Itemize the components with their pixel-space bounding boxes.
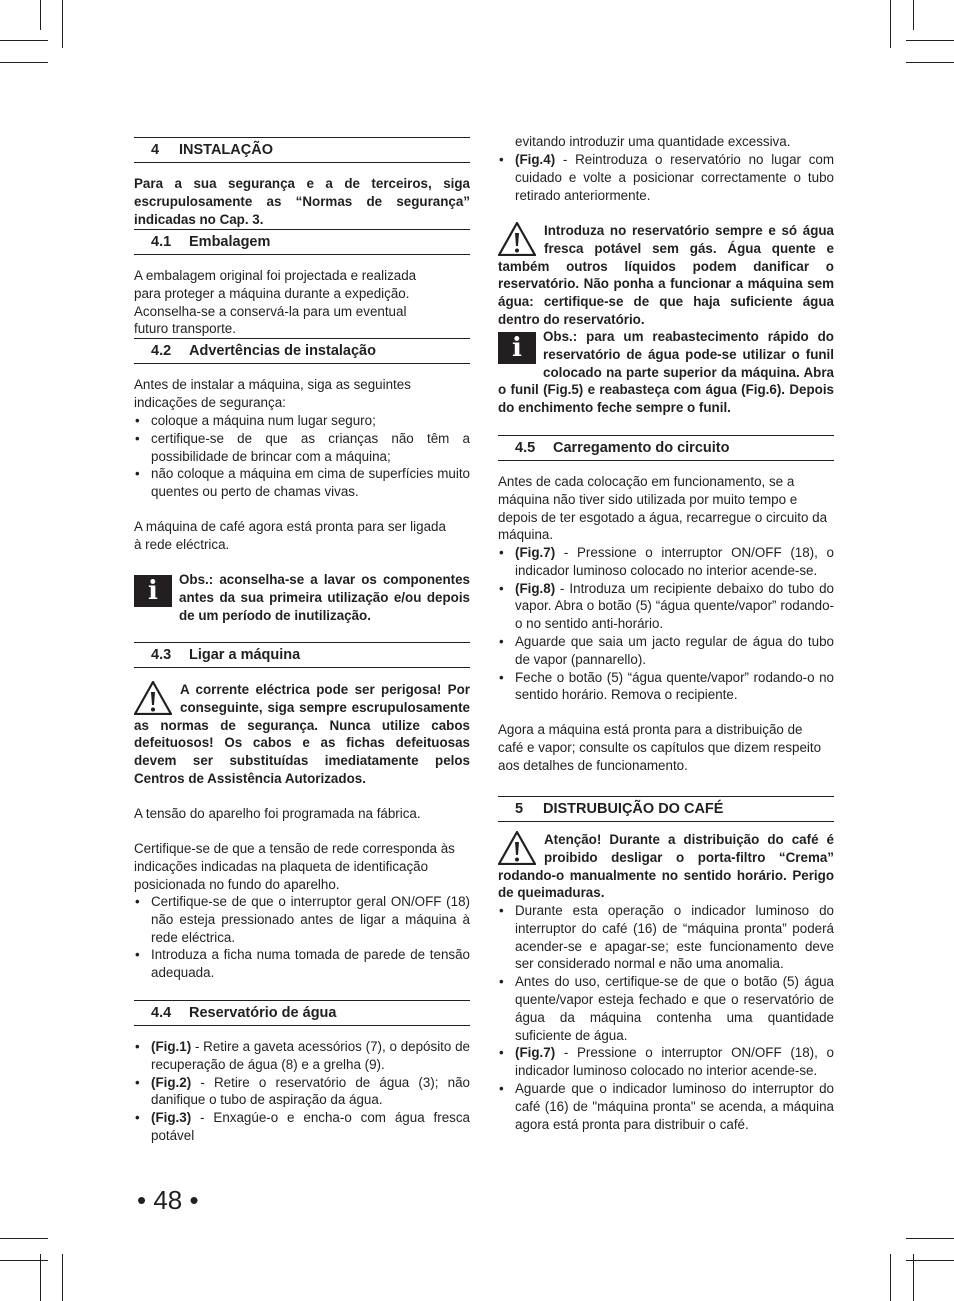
warning-icon (498, 831, 536, 865)
list-item: • certifique-se de que as crianças não têm a possibilidade de brincar com a máquina; (135, 430, 470, 464)
section-number: 4.2 (151, 343, 172, 359)
safety-intro: Para a sua segurança e a de terceiros, siga escrupulosamente as “Normas de segurança” indicadas no Cap. 3. (134, 176, 470, 227)
voltage-check-text: Certifique-se de que a tensão de rede corresponda às indicações indicadas na plaqueta de identificação posicionada no fundo do aparelho. (134, 841, 455, 892)
section-number: 4.4 (151, 1005, 172, 1021)
installation-intro: Antes de instalar a máquina, siga as seguintes indicações de segurança: (134, 377, 411, 410)
page-number: • 48 • (137, 1185, 199, 1215)
note-text: Obs.: aconselha-se a lavar os componentes antes da sua primeira utilização e/ou depois de um período de inutilização. (179, 572, 470, 623)
info-note (498, 328, 834, 417)
reservoir-continued: evitando introduzir uma quantidade excessiva. (515, 134, 791, 149)
list-item: • (Fig.1) - Retire a gaveta acessórios (7), o depósito de recuperação de água (8) e a grelha (9). (135, 1039, 470, 1072)
list-item: • Aguarde que saia um jacto regular de água do tubo de vapor (pannarello). (499, 633, 834, 667)
section-title: DISTRUBUIÇÃO DO CAFÉ (543, 801, 724, 817)
section-title: Carregamento do circuito (553, 440, 730, 456)
list-item: • Feche o botão (5) “água quente/vapor” rodando-o no sentido horário. Remova o recipiente. (499, 669, 834, 703)
info-note (134, 571, 470, 624)
section-4-4-heading (134, 1000, 470, 1026)
section-number: 4.3 (151, 647, 172, 663)
warning-icon (134, 681, 172, 715)
installation-list (134, 412, 470, 501)
section-4-heading (134, 137, 470, 163)
warning-note (498, 831, 834, 902)
section-number: 4.5 (515, 440, 536, 456)
section-number: 4.1 (151, 234, 172, 250)
voltage-text: A tensão do aparelho foi programada na fábrica. (134, 806, 421, 821)
list-item: • Introduza a ficha numa tomada de parede de tensão adequada. (135, 947, 470, 981)
warning-text: Introduza no reservatório sempre e só água fresca potável sem gás. Água quente e também outros líquidos podem danificar o reservatório. Não ponha a funcionar a máquina sem água: certifique-se de que haja suficiente água dentro do reservatório. (498, 223, 834, 327)
section-4-1-heading (134, 229, 470, 255)
section-4-2-heading (134, 338, 470, 364)
section-4-5-heading (498, 435, 834, 461)
section-number: 4 (151, 142, 160, 158)
info-icon: i (498, 332, 536, 364)
circuit-ready: Agora a máquina está pronta para a distribuição de café e vapor; consulte os capítulos que dizem respeito aos detalhes de funcionamento. (498, 722, 822, 773)
list-item: • (Fig.8) - Introduza um recipiente debaixo do tubo do vapor. Abra o botão (5) “água quente/vapor” rodando-o no sentido anti-horário. (499, 580, 834, 632)
section-title: Embalagem (189, 234, 271, 250)
power-list (134, 893, 470, 982)
section-title: Ligar a máquina (189, 647, 301, 663)
info-icon: i (134, 575, 172, 607)
list-item: • (Fig.3) - Enxagúe-o e encha-o com água fresca potável (135, 1110, 470, 1143)
section-5-heading (498, 796, 834, 822)
ready-text: A máquina de café agora está pronta para ser ligada à rede eléctrica. (134, 519, 446, 552)
warning-note (498, 222, 834, 329)
warning-note (134, 681, 470, 788)
section-title: INSTALAÇÃO (179, 142, 273, 158)
coffee-list (498, 902, 834, 1133)
list-item: • (Fig.2) - Retire o reservatório de água (3); não danifique o tubo de aspiração da água. (135, 1074, 470, 1108)
section-title: Advertências de instalação (189, 343, 376, 359)
reservoir-list-continued (498, 151, 834, 204)
reservoir-list (134, 1038, 470, 1145)
list-item: • Aguarde que o indicador luminoso do interruptor do café (16) de "máquina pronta" se acenda, a máquina agora está pronta para distribuir o café. (499, 1080, 834, 1132)
warning-text: A corrente eléctrica pode ser perigosa! Por conseguinte, siga sempre escrupulosamente as normas de segurança. Nunca utilize cabos defeituosos! Os cabos e as fichas defeituosas devem ser substituídas imediatamente pelos Centros de Assistência Autorizados. (134, 682, 470, 786)
list-item: • (Fig.7) - Pressione o interruptor ON/OFF (18), o indicador luminoso colocado no interior acende-se. (499, 1045, 834, 1079)
list-item: • Certifique-se de que o interruptor geral ON/OFF (18) não esteja pressionado antes de ligar a máquina à rede eléctrica. (135, 894, 470, 945)
list-item: • Durante esta operação o indicador luminoso do interruptor do café (16) de “máquina pronta” poderá acender-se e apagar-se; este funcionamento deve ser considerado normal e não uma anomalia. (499, 903, 834, 972)
warning-text: Atenção! Durante a distribuição do café é proibido desligar o porta-filtro “Crema” rodando-o manualmente no sentido horário. Perigo de queimaduras. (498, 832, 834, 901)
section-4-3-heading (134, 642, 470, 668)
list-item: • Antes do uso, certifique-se de que o botão (5) água quente/vapor esteja fechado e que o reservatório de água da máquina contenha uma quantidade suficiente de água. (499, 974, 834, 1043)
circuit-list (498, 544, 834, 704)
list-item: • (Fig.4) - Reintroduza o reservatório no lugar com cuidado e volte a posicionar correctamente o tubo retirado anteriormente. (499, 152, 834, 203)
warning-icon (498, 222, 536, 256)
list-item: • não coloque a máquina em cima de superfícies muito quentes ou perto de chamas vivas. (135, 466, 470, 500)
note-text: Obs.: para um reabastecimento rápido do reservatório de água pode-se utilizar o funil colocado na parte superior da máquina. Abra o funil (Fig.5) e reabasteça com água (Fig.6). Depois do enchimento feche sempre o funil. (498, 329, 834, 416)
section-number: 5 (515, 801, 524, 817)
circuit-intro: Antes de cada colocação em funcionamento, se a máquina não tiver sido utilizada por muito tempo e depois de ter esgotado a água, recarregue o circuito da máquina. (498, 474, 828, 543)
list-item: • coloque a máquina num lugar seguro; (135, 413, 376, 428)
packaging-text: A embalagem original foi projectada e realizada para proteger a máquina durante a expedição. Aconselha-se a conservá-la para um eventual futuro transporte. (134, 268, 417, 337)
section-title: Reservatório de água (189, 1005, 337, 1021)
list-item: • (Fig.7) - Pressione o interruptor ON/OFF (18), o indicador luminoso colocado no interior acende-se. (499, 545, 834, 578)
